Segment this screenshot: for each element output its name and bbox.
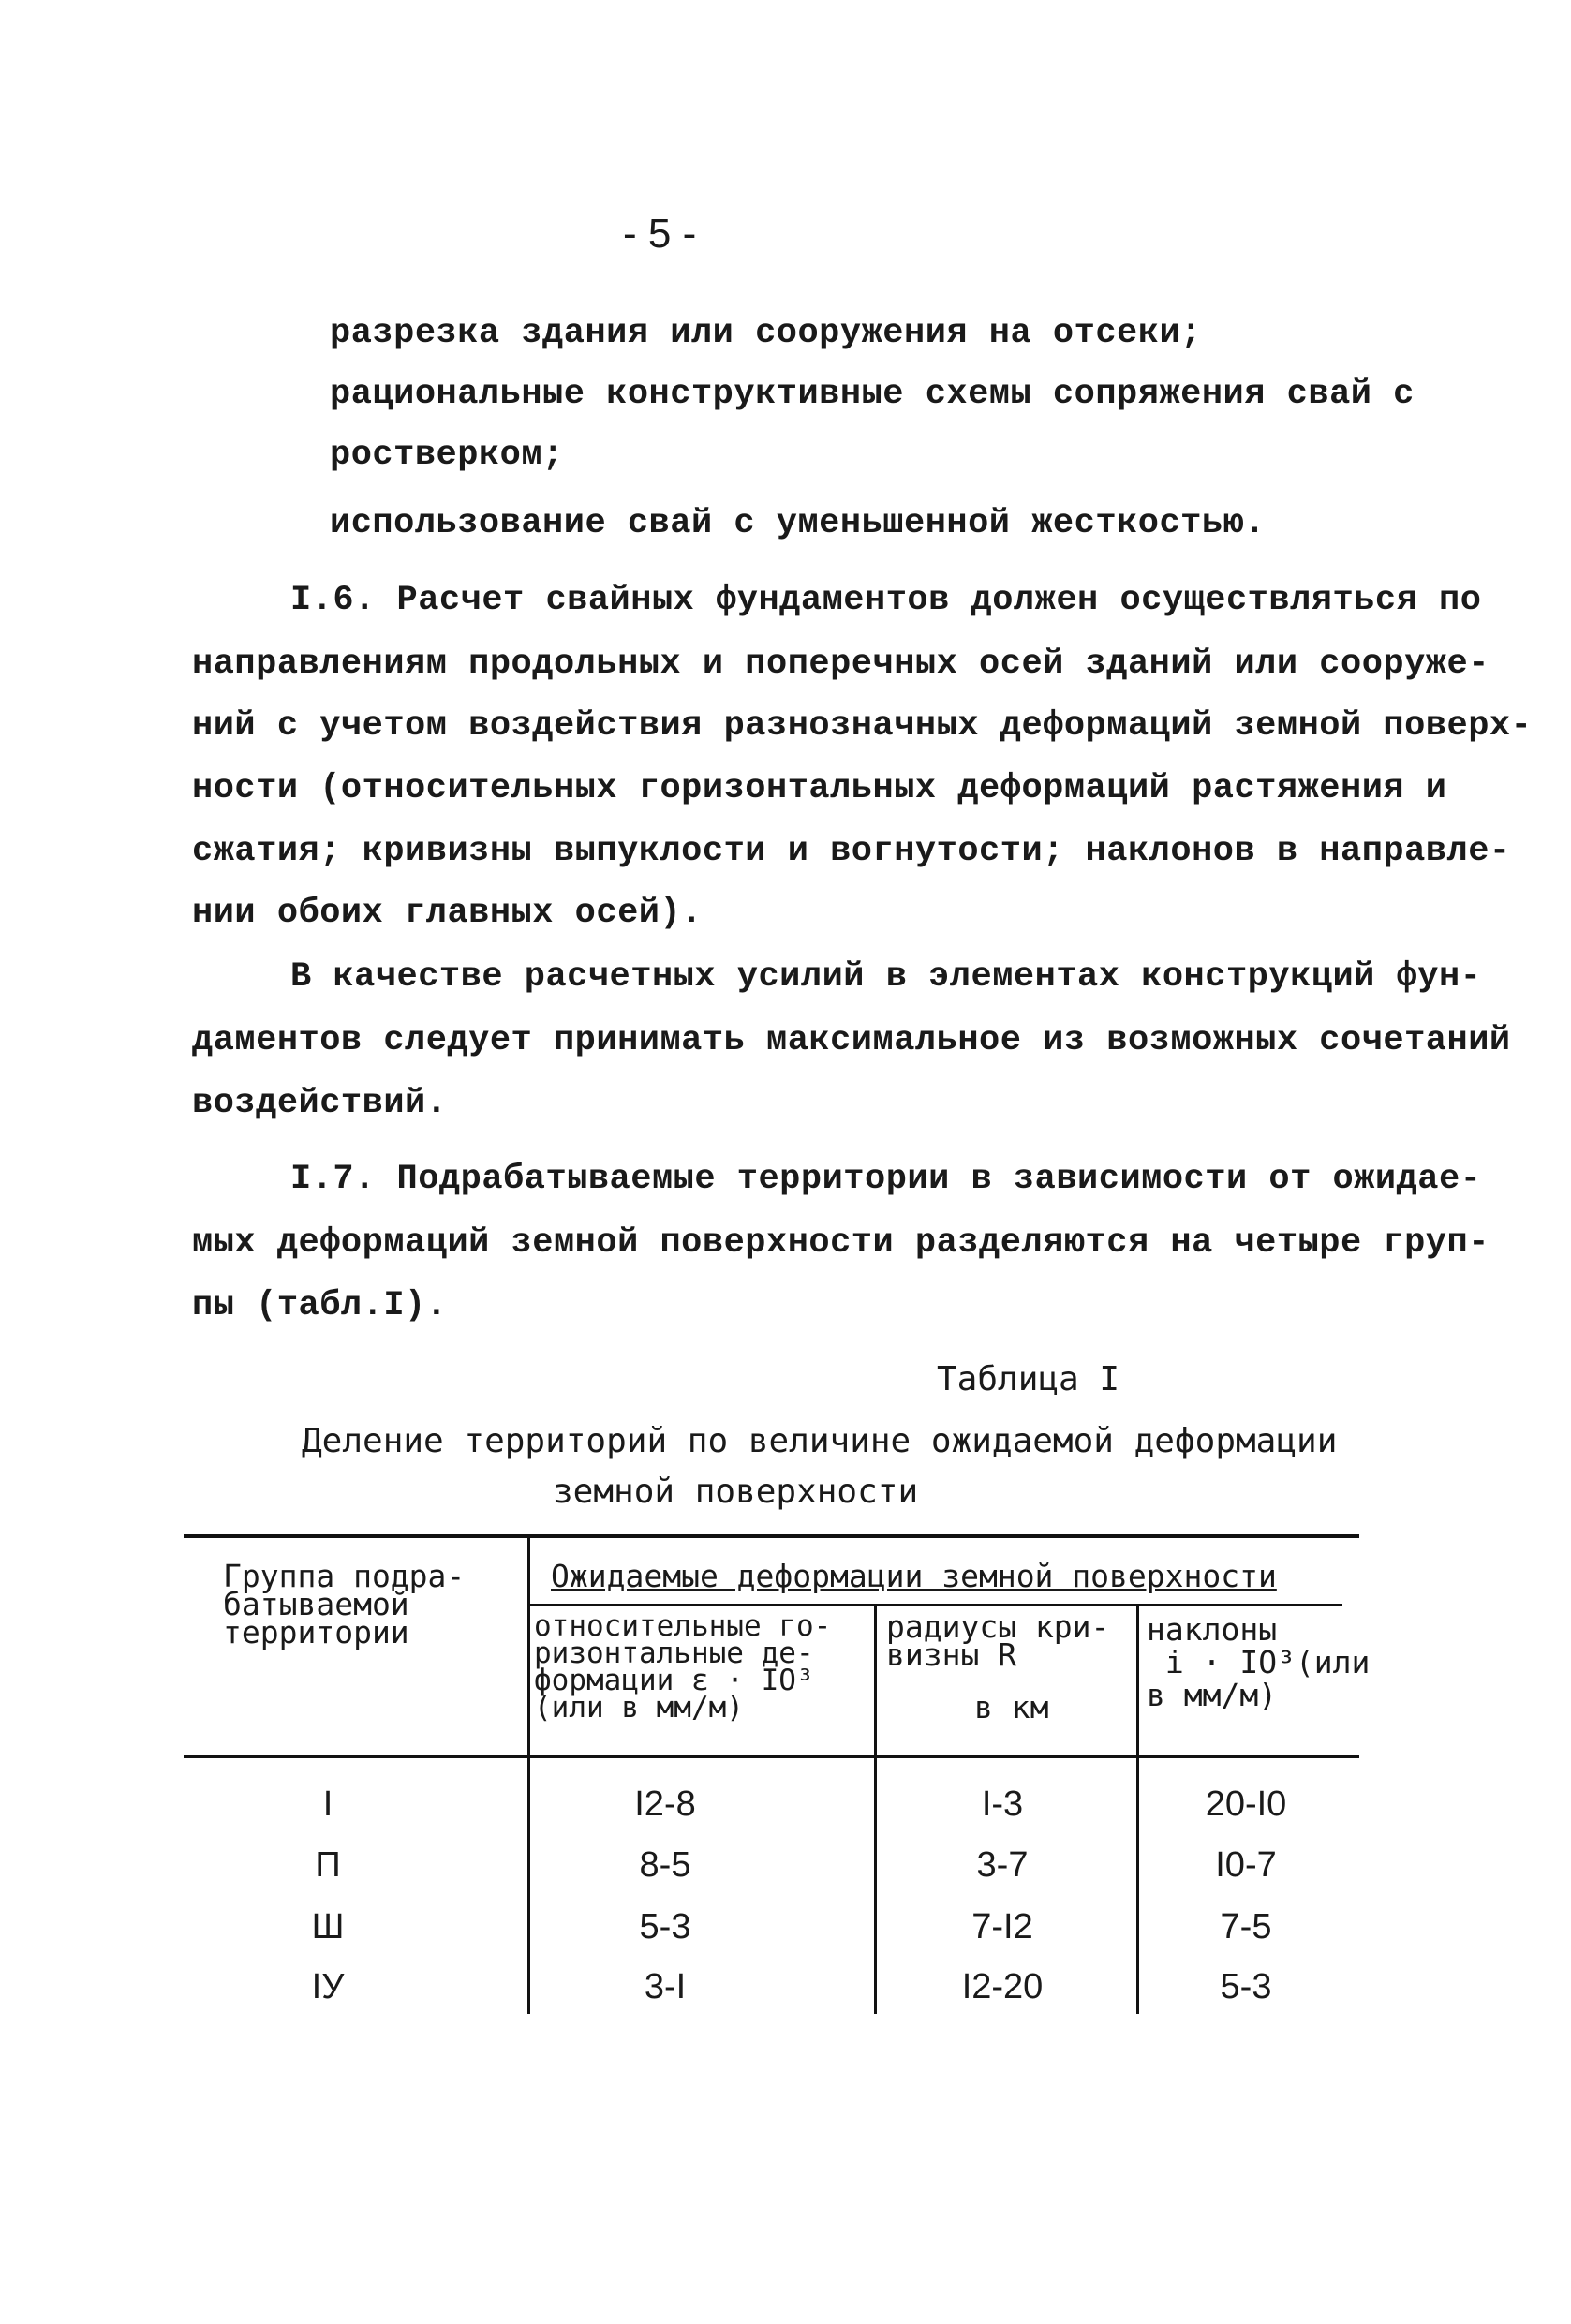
paragraph-line: ний с учетом воздействия разнозначных деформаций земной поверх- [192,706,1533,746]
header-tilt: наклоны i · IO³(или в мм/м) [1147,1611,1371,1713]
table-label: Таблица I [937,1360,1120,1399]
table-caption: Деление территорий по величине ожидаемой деформации [302,1422,1338,1460]
paragraph-line: мых деформаций земной поверхности разделяются на четыре груп- [192,1223,1489,1263]
cell-radius: I-3 [981,1784,1024,1824]
table-rule-body [184,1755,1359,1758]
table-rule-header [530,1604,1342,1606]
cell-tilt: 5-3 [1220,1967,1272,2006]
table-column-divider [527,1534,530,2014]
cell-radius: I2-20 [961,1967,1044,2006]
header-strain: относительные го- ризонтальные де- формации ε · IO³ (или в мм/м) [534,1609,832,1724]
paragraph-line: ности (относительных горизонтальных деформаций растяжения и [192,769,1447,808]
cell-tilt: 20-I0 [1205,1784,1287,1824]
paragraph-line: направлениям продольных и поперечных осей зданий или сооруже- [192,644,1489,684]
cell-group: Ш [311,1907,345,1947]
cell-strain: 5-3 [639,1907,691,1947]
cell-strain: I2-8 [634,1784,696,1824]
paragraph-line: воздействий. [192,1084,448,1123]
list-item: использование свай с уменьшенной жесткостью. [330,504,1266,543]
cell-group: П [315,1845,341,1885]
list-item: разрезка здания или сооружения на отсеки; [330,314,1202,353]
cell-strain: 3-I [644,1967,687,2006]
paragraph-line: пы (табл.I). [192,1286,448,1325]
paragraph-line: нии обоих главных осей). [192,894,703,933]
page-number: - 5 - [623,211,697,257]
cell-strain: 8-5 [639,1845,691,1885]
table-rule-top [184,1534,1359,1538]
cell-radius: 7-I2 [971,1907,1033,1947]
header-radius: радиусы кри- визны R [886,1608,1110,1673]
cell-tilt: 7-5 [1220,1907,1272,1947]
header-radius-unit: в км [974,1689,1049,1725]
paragraph-line: В качестве расчетных усилий в элементах конструкций фун- [290,957,1482,997]
list-item: ростверком; [330,436,564,475]
table-column-divider [874,1604,877,2014]
table-column-divider [1136,1604,1139,2014]
cell-group: I [322,1784,333,1824]
paragraph-line: I.6. Расчет свайных фундаментов должен осуществляться по [290,581,1482,620]
paragraph-line: даментов следует принимать максимальное из возможных сочетаний [192,1021,1511,1060]
header-span: Ожидаемые деформации земной поверхности [551,1558,1277,1594]
paragraph-line: сжатия; кривизны выпуклости и вогнутости; наклонов в направле- [192,832,1511,871]
list-item: рациональные конструктивные схемы сопряжения свай с [330,375,1415,414]
paragraph-line: I.7. Подрабатываемые территории в зависимости от ожидае- [290,1160,1482,1199]
header-group: Группа подра- батываемой территории [223,1558,466,1650]
cell-tilt: I0-7 [1215,1845,1277,1885]
table-caption: земной поверхности [553,1473,919,1511]
cell-radius: 3-7 [976,1845,1029,1885]
cell-group: IУ [311,1967,345,2006]
